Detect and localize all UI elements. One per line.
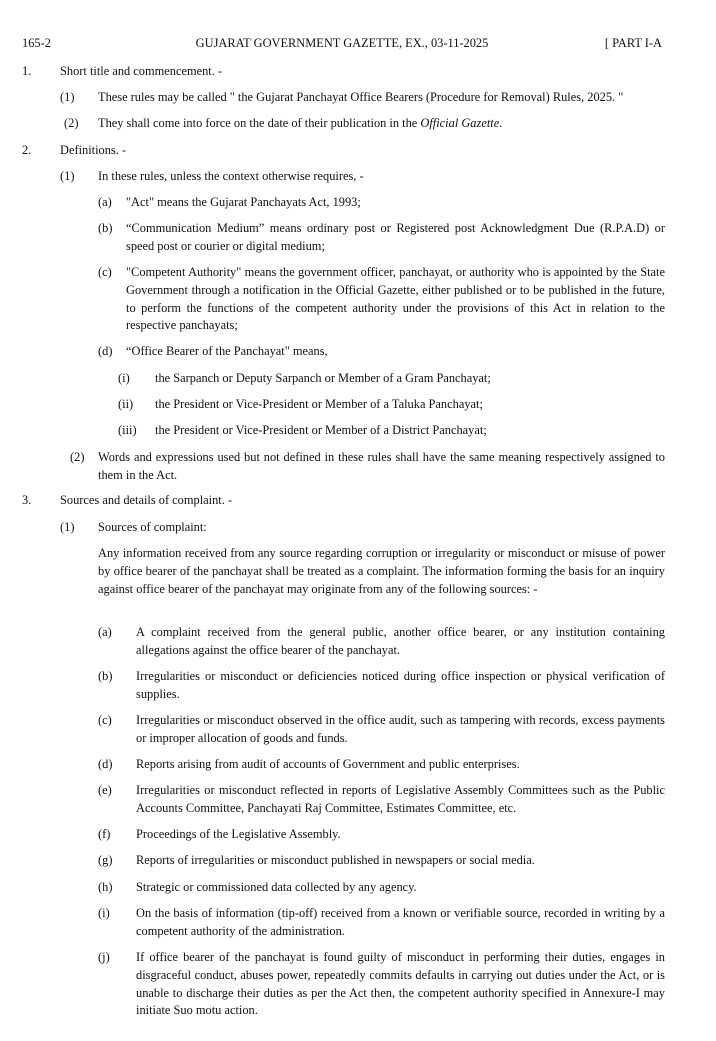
section-title: Short title and commencement. -: [60, 64, 223, 78]
paragraph-text: Any information received from any source regarding corruption or irregularity or misconduct or misuse of power by office bearer of the panchayat shall be treated as a complaint. The information forming the basis for an inquiry against office bearer of the panchayat may originate from any of the following sources: -: [98, 546, 665, 596]
item-letter: (c): [98, 713, 112, 727]
gazette-title: GUJARAT GOVERNMENT GAZETTE, EX., 03-11-2025: [195, 36, 489, 50]
clause-number: (1): [60, 520, 75, 534]
section-number: 3.: [22, 493, 32, 507]
roman-number: (i): [118, 371, 130, 385]
roman-number: (iii): [118, 423, 137, 437]
item-text: A complaint received from the general public, another office bearer, or any institution containing allegations against the office bearer of the panchayat.: [136, 625, 665, 657]
item-text: On the basis of information (tip-off) received from a known or verifiable source, recorded in writing by a competent authority of the administration.: [136, 906, 665, 938]
item-text: Proceedings of the Legislative Assembly.: [136, 827, 341, 841]
clause-text: Sources of complaint:: [98, 520, 207, 534]
item-letter: (a): [98, 195, 112, 209]
clause-text: In these rules, unless the context otherwise requires, -: [98, 169, 364, 183]
section-number: 2.: [22, 143, 32, 157]
item-letter: (b): [98, 221, 113, 235]
item-letter: (f): [98, 827, 111, 841]
clause-text: Words and expressions used but not defined in these rules shall have the same meaning respectively assigned to them in the Act.: [98, 450, 665, 482]
section-number: 1.: [22, 64, 32, 78]
item-letter: (c): [98, 265, 112, 279]
item-text: Irregularities or misconduct or deficiencies noticed during office inspection or physical verification of supplies.: [136, 669, 665, 701]
section-title: Sources and details of complaint. -: [60, 493, 233, 507]
clause-number: (2): [70, 450, 85, 464]
item-letter: (e): [98, 783, 112, 797]
item-text: “Office Bearer of the Panchayat" means,: [126, 344, 328, 358]
clause-number: (1): [60, 169, 75, 183]
clause-text: These rules may be called " the Gujarat Panchayat Office Bearers (Procedure for Removal) Rules, 2025. ": [98, 90, 624, 104]
clause-text: They shall come into force on the date of their publication in the Official Gazette.: [98, 116, 503, 130]
clause-number: (1): [60, 90, 75, 104]
section-title: Definitions. -: [60, 143, 127, 157]
gazette-part: [ PART I-A: [604, 36, 662, 50]
roman-text: the President or Vice-President or Member of a District Panchayat;: [155, 423, 487, 437]
item-letter: (a): [98, 625, 112, 639]
roman-text: the Sarpanch or Deputy Sarpanch or Member of a Gram Panchayat;: [155, 371, 491, 385]
item-text: Reports arising from audit of accounts of Government and public enterprises.: [136, 757, 520, 771]
item-text: "Act" means the Gujarat Panchayats Act, 1993;: [126, 195, 361, 209]
item-letter: (j): [98, 950, 110, 964]
item-letter: (d): [98, 757, 113, 771]
official-gazette-italic: Official Gazette: [420, 116, 500, 130]
item-letter: (i): [98, 906, 110, 920]
item-text: "Competent Authority" means the government officer, panchayat, or authority who is appointed by the State Government through a notification in the Official Gazette, either published or to be published in the future, to perform the functions of the competent authority under the provisions of this Act in relation to the respective panchayats;: [126, 265, 665, 333]
item-text: “Communication Medium” means ordinary post or Registered post Acknowledgment Due (R.P.A.D) or speed post or courier or digital medium;: [126, 221, 665, 253]
item-text: Irregularities or misconduct observed in the office audit, such as tampering with records, excess payments or improper allocation of goods and funds.: [136, 713, 665, 745]
page-header: [22, 35, 662, 53]
item-letter: (h): [98, 880, 113, 894]
roman-text: the President or Vice-President or Member of a Taluka Panchayat;: [155, 397, 483, 411]
item-text: Reports of irregularities or misconduct published in newspapers or social media.: [136, 853, 535, 867]
item-letter: (g): [98, 853, 113, 867]
roman-number: (ii): [118, 397, 134, 411]
page-number: 165-2: [22, 36, 51, 50]
item-text: Irregularities or misconduct reflected in reports of Legislative Assembly Committees such as the Public Accounts Committee, Panchayati Raj Committee, Estimates Committee, etc.: [136, 783, 665, 815]
item-text: If office bearer of the panchayat is found guilty of misconduct in performing their duties, engages in disgraceful conduct, abuses power, repeatedly commits defaults in carrying out duties under the Act, or is unable to discharge their duties as per the Act then, the competent authority specified in Annexure-I may initiate Suo motu action.: [136, 950, 665, 1018]
item-text: Strategic or commissioned data collected by any agency.: [136, 880, 417, 894]
clause-number: (2): [64, 116, 79, 130]
item-letter: (b): [98, 669, 113, 683]
item-letter: (d): [98, 344, 113, 358]
